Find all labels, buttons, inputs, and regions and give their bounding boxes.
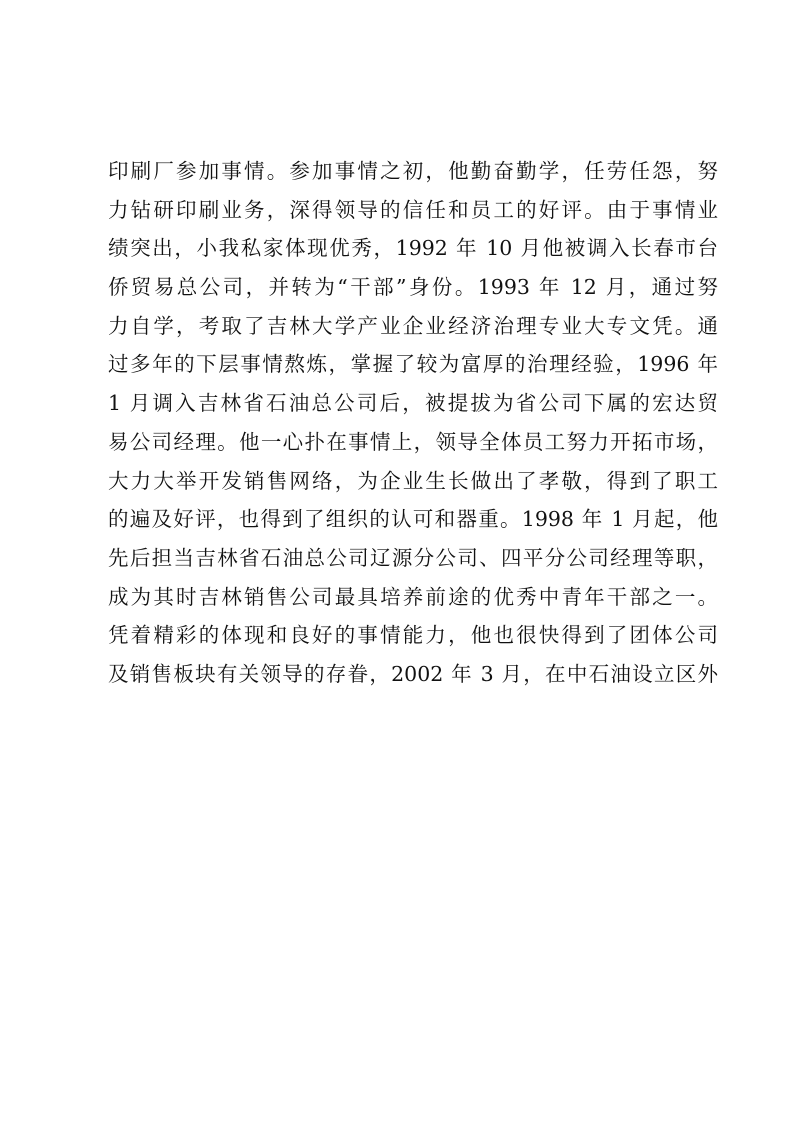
text-line-14: 及销售板块有关领导的存眷，2002 年 3 月，在中石油设立区外 <box>108 661 718 686</box>
text-line-2: 力钻研印刷业务，深得领导的信任和员工的好评。由于事情业 <box>108 197 718 222</box>
text-line-9: 大力大举开发销售网络，为企业生长做出了孝敬，得到了职工 <box>108 468 718 493</box>
text-line-13: 凭着精彩的体现和良好的事情能力，他也很快得到了团体公司 <box>108 623 718 648</box>
text-line-8: 易公司经理。他一心扑在事情上，领导全体员工努力开拓市场， <box>108 429 718 454</box>
text-line-7: 1 月调入吉林省石油总公司后，被提拔为省公司下属的宏达贸 <box>108 391 718 416</box>
text-line-1: 印刷厂参加事情。参加事情之初，他勤奋勤学，任劳任怨，努 <box>108 159 718 183</box>
body-paragraph <box>108 152 718 694</box>
text-line-10: 的遍及好评，也得到了组织的认可和器重。1998 年 1 月起，他 <box>108 507 718 532</box>
text-line-4: 侨贸易总公司，并转为“干部”身份。1993 年 12 月，通过努 <box>108 275 718 300</box>
text-line-5: 力自学，考取了吉林大学产业企业经济治理专业大专文凭。通 <box>108 313 718 338</box>
text-line-3: 绩突出，小我私家体现优秀，1992 年 10 月他被调入长春市台 <box>108 236 718 261</box>
text-line-11: 先后担当吉林省石油总公司辽源分公司、四平分公司经理等职， <box>108 545 718 570</box>
text-line-6: 过多年的下层事情熬炼，掌握了较为富厚的治理经验，1996 年 <box>108 352 718 377</box>
text-line-12: 成为其时吉林销售公司最具培养前途的优秀中青年干部之一。 <box>108 584 718 609</box>
